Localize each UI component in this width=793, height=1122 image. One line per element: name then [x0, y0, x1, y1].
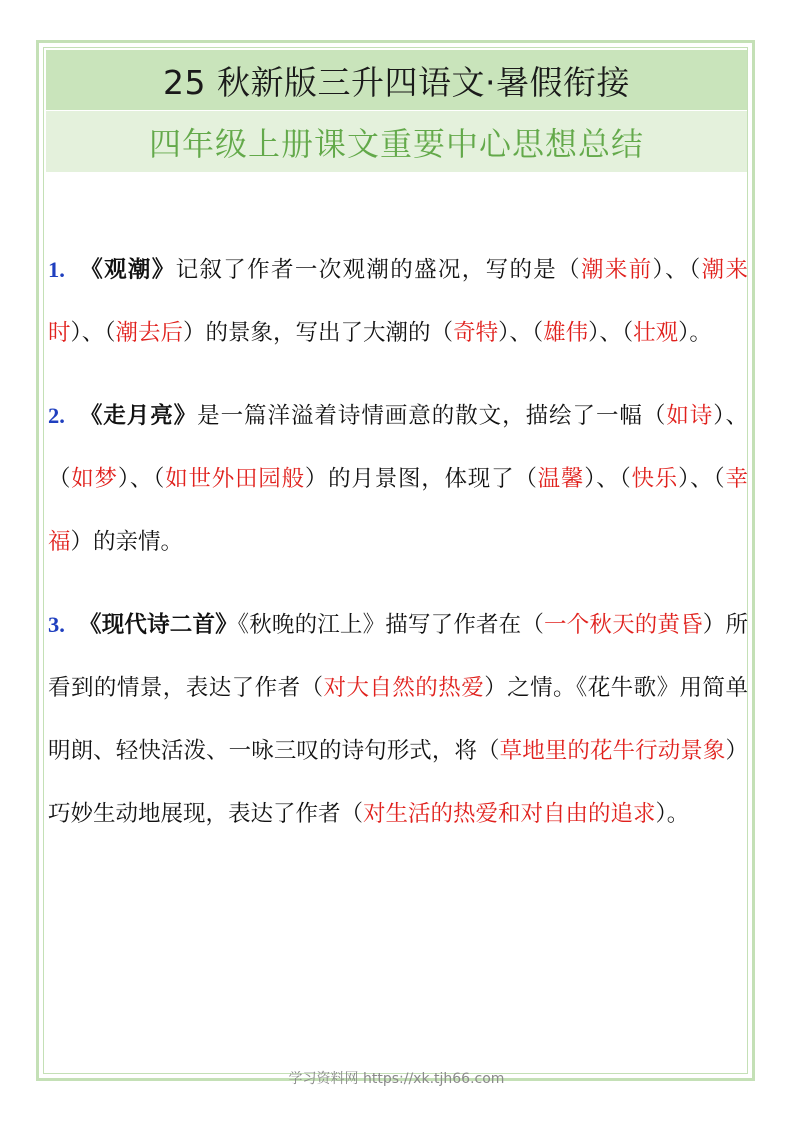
answer-keyword: 草地里的花牛行动景象 — [499, 738, 726, 764]
document-subtitle: 四年级上册课文重要中心思想总结 — [46, 111, 747, 172]
body-text: ）。 — [678, 320, 712, 346]
body-text: ）、（ — [70, 320, 116, 346]
body-text: 记叙了作者一次观潮的盛况，写的是（ — [175, 257, 581, 283]
body-text: ）、（ — [117, 466, 166, 492]
body-text: ）、（ — [584, 466, 632, 492]
body-text: ）的月景图，体现了（ — [304, 466, 538, 492]
answer-keyword: 温馨 — [537, 466, 585, 492]
item-number: 2. — [48, 403, 65, 428]
lesson-title: 《观潮》 — [78, 257, 176, 283]
answer-keyword: 如世外田园般 — [165, 466, 305, 492]
item-number: 1. — [48, 257, 65, 282]
answer-keyword: 潮来前 — [581, 257, 653, 283]
body-text: ）之情。《花牛歌》用简单明朗、轻快活泼、一咏三叹的诗句形式，将（ — [48, 675, 748, 764]
body-text: ）巧妙生动地展现，表达了作者（ — [48, 738, 748, 827]
summary-item — [48, 384, 748, 574]
answer-keyword: 幸福 — [48, 466, 748, 555]
answer-keyword: 一个秋天的黄昏 — [544, 612, 703, 638]
lesson-title: 《现代诗二首》 — [78, 612, 238, 638]
body-text: ）、（ — [588, 320, 634, 346]
body-text: ）、（ — [652, 257, 702, 283]
body-text: ）、（ — [498, 320, 544, 346]
body-text: 是一篇洋溢着诗情画意的散文，描绘了一幅（ — [197, 403, 667, 429]
summary-item — [48, 238, 748, 365]
body-text: ）、（ — [48, 403, 748, 492]
answer-keyword: 对大自然的热爱 — [323, 675, 485, 701]
body-text: ）的亲情。 — [70, 529, 184, 555]
answer-keyword: 对生活的热爱和对自由的追求 — [363, 801, 656, 827]
footer-watermark: 学习资料网 https://xk.tjh66.com — [288, 1071, 505, 1087]
summary-item — [48, 593, 748, 846]
answer-keyword: 潮来时 — [48, 257, 748, 346]
answer-keyword: 壮观 — [633, 320, 679, 346]
body-text: 《秋晚的江上》描写了作者在（ — [237, 612, 545, 638]
body-text: ）、（ — [678, 466, 726, 492]
summary-list — [48, 238, 748, 865]
body-text: ）。 — [655, 801, 690, 827]
answer-keyword: 雄伟 — [543, 320, 589, 346]
answer-keyword: 如诗 — [666, 403, 714, 429]
item-number: 3. — [48, 612, 65, 637]
answer-keyword: 如梦 — [71, 466, 118, 492]
document-title: 25 秋新版三升四语文·暑假衔接 — [46, 50, 747, 110]
answer-keyword: 奇特 — [453, 320, 499, 346]
lesson-title: 《走月亮》 — [78, 403, 198, 429]
body-text: ）的景象，写出了大潮的（ — [183, 320, 454, 346]
answer-keyword: 潮去后 — [115, 320, 184, 346]
answer-keyword: 快乐 — [631, 466, 679, 492]
body-text: ）所看到的情景，表达了作者（ — [48, 612, 748, 701]
